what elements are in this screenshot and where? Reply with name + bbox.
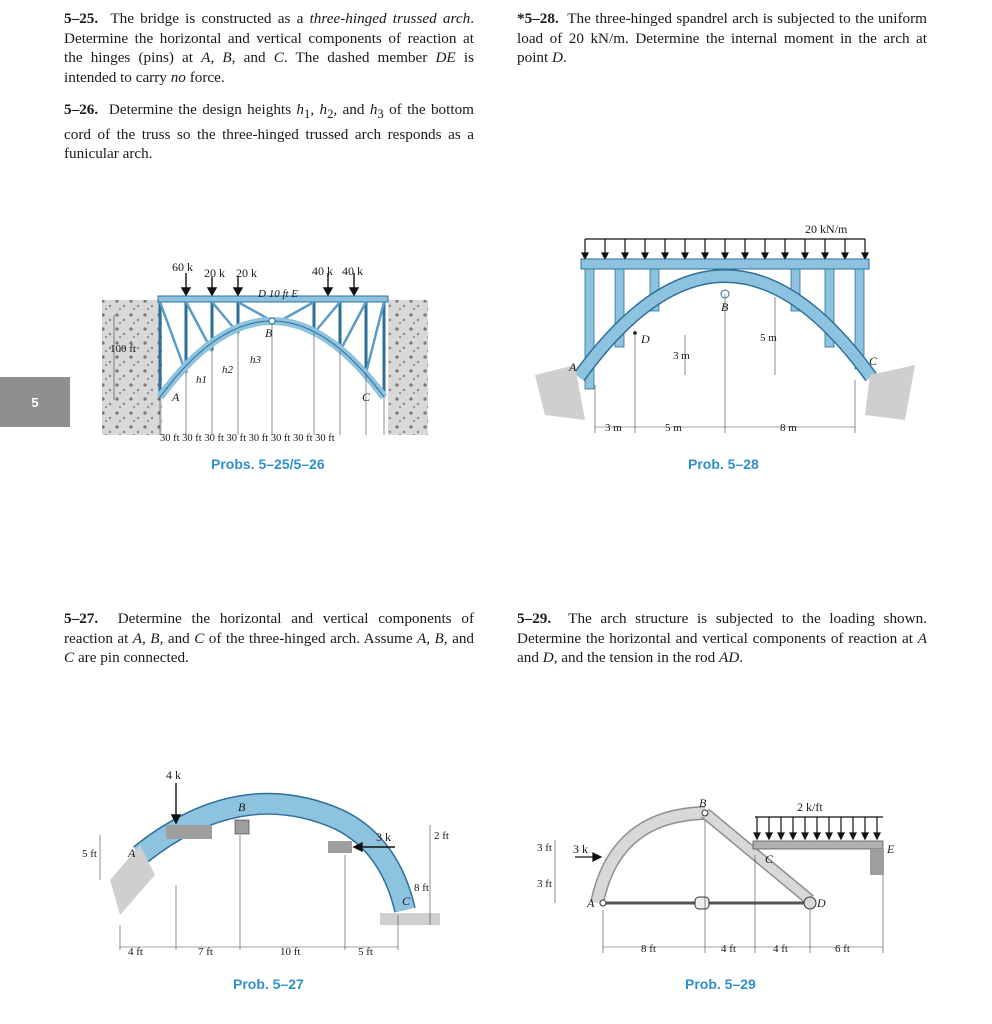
caption-5-25: Probs. 5–25/5–26 <box>211 456 325 472</box>
point-c: C <box>362 390 371 404</box>
load-arrowhead <box>582 253 588 259</box>
load-arrowhead <box>790 833 796 839</box>
load-label: 3 k <box>573 842 588 856</box>
load-arrowhead <box>662 253 668 259</box>
dim-label: 4 ft <box>128 946 143 958</box>
point-b: B <box>699 796 707 810</box>
load-arrowhead <box>702 253 708 259</box>
load-arrowhead <box>754 833 760 839</box>
load-label: 20 k <box>236 266 257 280</box>
dim-label: 4 ft <box>773 943 788 955</box>
dim-label: 10 ft <box>280 946 301 958</box>
dim-label: 5 ft <box>82 848 97 860</box>
problem-number: 5–29. <box>517 610 552 627</box>
dim-label: 6 ft <box>835 943 850 955</box>
chapter-tab: 5 <box>0 377 70 427</box>
load-arrowhead <box>822 253 828 259</box>
point-a: A <box>128 846 136 860</box>
point-b: B <box>721 300 729 314</box>
span-label: D 10 ft E <box>258 288 299 300</box>
load-arrowhead <box>766 833 772 839</box>
load-arrowhead <box>862 253 868 259</box>
point-b: B <box>265 326 273 340</box>
load-arrowhead <box>842 253 848 259</box>
h1-label: h1 <box>196 374 207 386</box>
deck <box>581 259 869 269</box>
problem-number: *5–28. <box>517 10 559 27</box>
load-arrowhead <box>742 253 748 259</box>
caption-5-29: Prob. 5–29 <box>685 976 756 992</box>
dim-label: 7 ft <box>198 946 213 958</box>
problem-5-26: 5–26. Determine the design heights $h_1$, $h_2$, and $h_3$ of the bottom cord of the truss so the three-hinged trussed arch responds as a funicular arch. <box>64 101 474 163</box>
load-arrowhead <box>862 833 868 839</box>
load-arrowhead <box>778 833 784 839</box>
dim-label: 5 m <box>760 332 777 344</box>
dim-label: 8 m <box>780 422 797 434</box>
load-arrowhead <box>850 833 856 839</box>
dim-label: 3 m <box>673 350 690 362</box>
figure-5-29-arch-structure <box>535 795 915 965</box>
point-c: C <box>765 852 774 866</box>
dim-label: 2 ft <box>434 830 449 842</box>
load-label: 40 k <box>342 264 363 278</box>
load-label: 2 k/ft <box>797 800 823 814</box>
h2-label: h2 <box>222 364 233 376</box>
load-label: 3 k <box>376 830 391 844</box>
problem-5-27: 5–27. Determine the horizontal and vertical components of reaction at A, B, and C of the three-hinged arch. Assume A, B, and C are pin connected. <box>64 610 475 666</box>
height-label: 100 ft <box>110 343 136 355</box>
problem-5-29: 5–29. The arch structure is subjected to the loading shown. Determine the horizontal and vertical components of reaction at A and D, and the tension in the rod AD. <box>517 610 927 666</box>
dim-label: 5 m <box>665 422 682 434</box>
problem-5-28: *5–28. The three-hinged spandrel arch is subjected to the uniform load of 20 kN/m. Determine the internal moment in the arch at point D. <box>517 10 927 66</box>
point-c: C <box>402 894 411 908</box>
beam-ce <box>753 841 883 849</box>
caption-5-28: Prob. 5–28 <box>688 456 759 472</box>
point-e: E <box>887 842 895 856</box>
point-d: D <box>817 896 826 910</box>
dim-label: 3 ft <box>537 842 552 854</box>
dim-label: 4 ft <box>721 943 736 955</box>
load-arrowhead <box>838 833 844 839</box>
caption-5-27: Prob. 5–27 <box>233 976 304 992</box>
problem-number: 5–26. <box>64 101 99 118</box>
figure-5-25-truss-arch <box>100 255 440 455</box>
point-a: A <box>172 390 180 404</box>
point-c: C <box>869 354 878 368</box>
dim-label: 8 ft <box>414 882 429 894</box>
right-abutment <box>388 300 428 435</box>
dim-label: 5 ft <box>358 946 373 958</box>
point-b: B <box>238 800 246 814</box>
load-arrowhead <box>762 253 768 259</box>
dim-label: 3 ft <box>537 878 552 890</box>
right-support <box>380 913 440 925</box>
load-label: 60 k <box>172 260 193 274</box>
load-arrowhead <box>802 833 808 839</box>
figure-5-27-arch <box>80 765 470 965</box>
problem-number: 5–25. <box>64 10 99 27</box>
load-label: 20 kN/m <box>805 222 848 236</box>
hinge-b-plate <box>235 820 249 834</box>
spacing-label: 30 ft 30 ft 30 ft 30 ft 30 ft 30 ft 30 ft 30 ft <box>160 433 335 444</box>
load-arrowhead <box>642 253 648 259</box>
load-arrowhead <box>826 833 832 839</box>
dim-label: 8 ft <box>641 943 656 955</box>
load-label: 4 k <box>166 768 181 782</box>
dim-label: 3 m <box>605 422 622 434</box>
point-a: A <box>569 360 577 374</box>
point-a: A <box>587 896 595 910</box>
load-arrowhead <box>802 253 808 259</box>
problem-5-25: 5–25. The bridge is constructed as a three-hinged trussed arch. Determine the horizontal and vertical components of reaction at the hinges (pins) at A, B, and C. The dashed member DE is intended to carry no force. <box>64 10 474 86</box>
load-arrowhead <box>782 253 788 259</box>
left-abutment <box>102 300 162 435</box>
figure-5-28-spandrel-arch <box>535 215 920 440</box>
h3-label: h3 <box>250 354 261 366</box>
hinge-b <box>269 318 275 324</box>
problem-number: 5–27. <box>64 610 99 627</box>
load-arrowhead <box>682 253 688 259</box>
load-arrowhead <box>602 253 608 259</box>
load-arrowhead <box>622 253 628 259</box>
load-label: 40 k <box>312 264 333 278</box>
load-label: 20 k <box>204 266 225 280</box>
point-d: D <box>641 332 650 346</box>
load-arrowhead <box>874 833 880 839</box>
load-arrowhead <box>722 253 728 259</box>
load-arrowhead <box>814 833 820 839</box>
